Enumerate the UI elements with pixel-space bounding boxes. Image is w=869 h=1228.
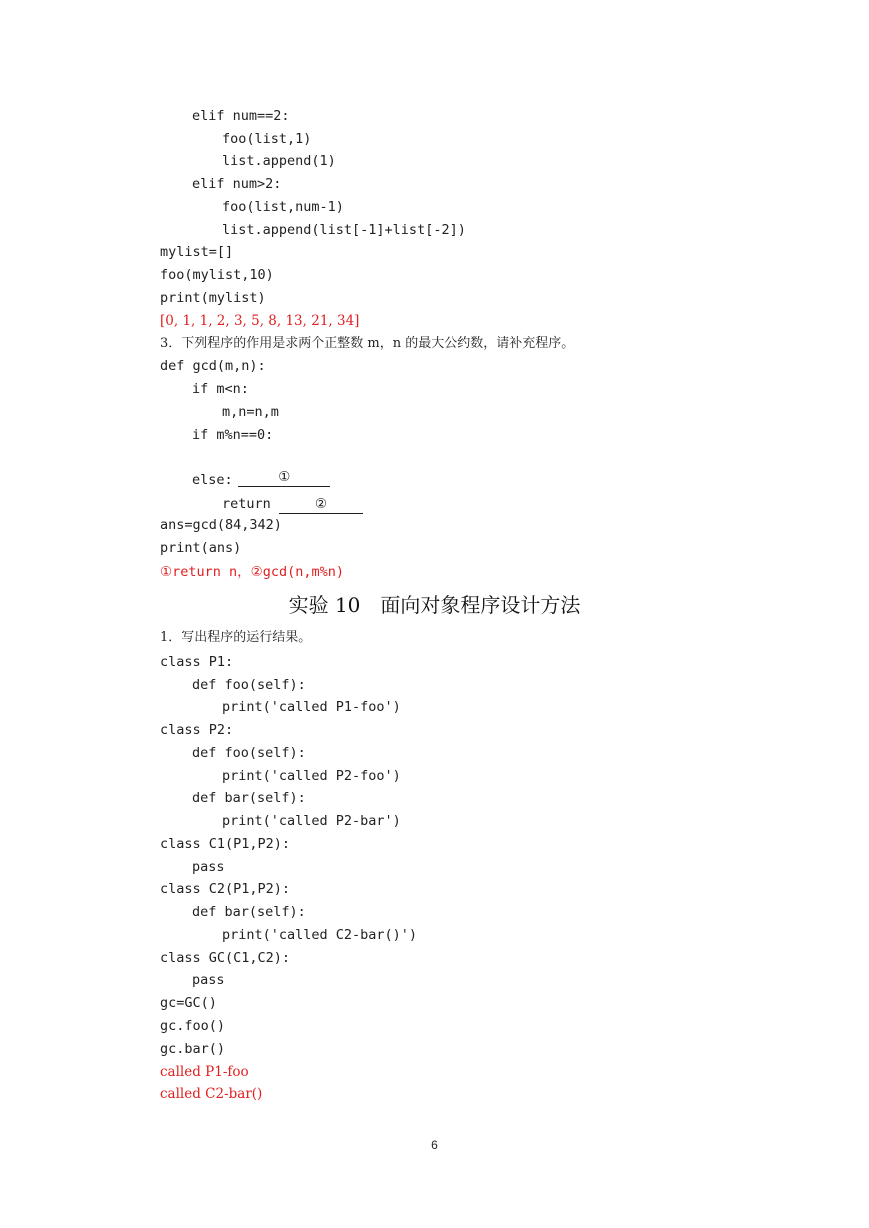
question-1: 1．写出程序的运行结果。 — [160, 630, 312, 645]
answer-output: ①return n，②gcd(n,m%n) — [160, 564, 345, 580]
code-line: print('called P2-foo') — [222, 768, 401, 784]
code-line: foo(list,num-1) — [222, 199, 344, 215]
code-line: elif num==2: — [192, 108, 290, 124]
code-line: print(mylist) — [160, 290, 266, 306]
code-line: mylist=[] — [160, 244, 234, 260]
code-line: list.append(list[-1]+list[-2]) — [222, 222, 466, 238]
answer-output: [0, 1, 1, 2, 3, 5, 8, 13, 21, 34] — [160, 313, 360, 329]
code-line: print('called C2-bar()') — [222, 927, 418, 943]
code-line: def gcd(m,n): — [160, 358, 266, 374]
code-line: m,n=n,m — [222, 404, 279, 420]
section-heading: 实验 10 面向对象程序设计方法 — [288, 593, 581, 617]
code-line: def foo(self): — [192, 677, 306, 693]
code-line: else: — [192, 472, 233, 488]
code-line: pass — [192, 972, 225, 988]
page-number: 6 — [431, 1138, 438, 1152]
blank-2: ② — [279, 495, 363, 514]
code-line: def bar(self): — [192, 904, 306, 920]
code-line: ans=gcd(84,342) — [160, 517, 282, 533]
code-line: def bar(self): — [192, 790, 306, 806]
code-line: gc.foo() — [160, 1018, 226, 1034]
output-line: called P1-foo — [160, 1064, 249, 1080]
code-line: class P1: — [160, 654, 234, 670]
return-line — [222, 494, 363, 514]
code-line: gc.bar() — [160, 1041, 226, 1057]
code-line: if m<n: — [192, 381, 249, 397]
code-line: foo(list,1) — [222, 131, 312, 147]
code-line: print('called P1-foo') — [222, 699, 401, 715]
return-keyword: return — [222, 496, 279, 512]
code-line: list.append(1) — [222, 153, 336, 169]
code-line: class C2(P1,P2): — [160, 881, 291, 897]
question-3: 3．下列程序的作用是求两个正整数 m，n 的最大公约数，请补充程序。 — [160, 336, 575, 351]
code-line: pass — [192, 859, 225, 875]
code-line: class P2: — [160, 722, 234, 738]
code-line: class C1(P1,P2): — [160, 836, 291, 852]
code-line: elif num>2: — [192, 176, 282, 192]
code-line: print('called P2-bar') — [222, 813, 401, 829]
code-line: gc=GC() — [160, 995, 217, 1011]
code-line: print(ans) — [160, 540, 242, 556]
code-line: def foo(self): — [192, 745, 306, 761]
code-line: class GC(C1,C2): — [160, 950, 291, 966]
code-line: if m%n==0: — [192, 427, 274, 443]
output-line: called C2-bar() — [160, 1086, 263, 1102]
blank-1: ① — [238, 468, 330, 487]
code-line: foo(mylist,10) — [160, 267, 274, 283]
blank-line-1 — [222, 447, 330, 487]
